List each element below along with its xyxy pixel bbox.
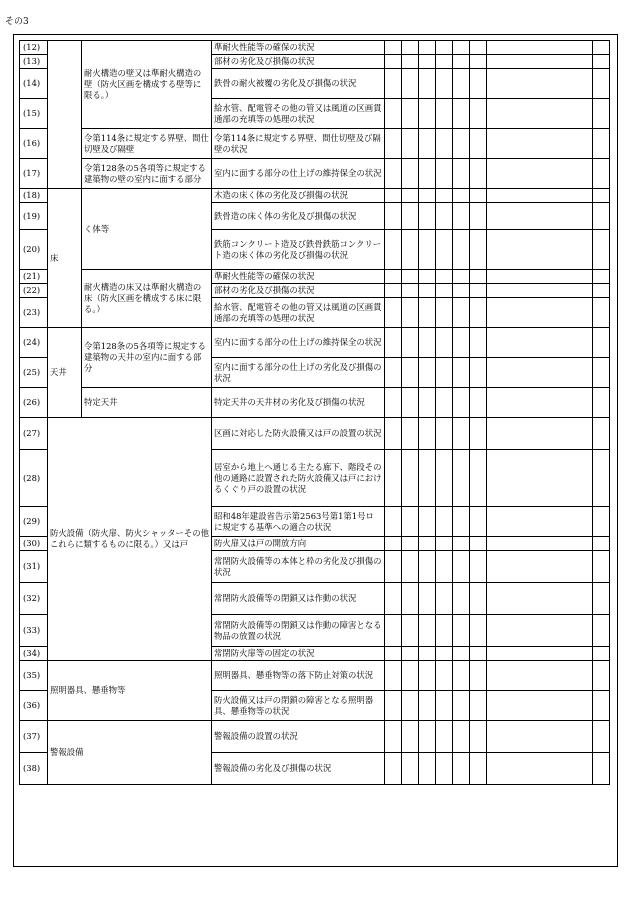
table-row — [20, 270, 610, 284]
check-cell[interactable] — [385, 99, 402, 129]
check-cell[interactable] — [470, 418, 487, 450]
check-cell[interactable] — [436, 691, 453, 721]
item-number: (37) — [20, 721, 48, 753]
check-cell[interactable] — [453, 388, 470, 418]
check-cell[interactable] — [470, 615, 487, 647]
check-cell[interactable] — [453, 328, 470, 358]
table-row — [20, 721, 610, 753]
check-cell[interactable] — [385, 615, 402, 647]
mark-cell[interactable] — [593, 450, 610, 507]
check-cell[interactable] — [402, 99, 419, 129]
mark-cell[interactable] — [593, 189, 610, 203]
check-cell[interactable] — [436, 647, 453, 661]
check-cell[interactable] — [419, 55, 436, 69]
mark-cell[interactable] — [593, 358, 610, 388]
check-cell[interactable] — [385, 41, 402, 55]
check-cell[interactable] — [385, 189, 402, 203]
check-cell[interactable] — [419, 388, 436, 418]
check-cell[interactable] — [453, 203, 470, 230]
check-cell[interactable] — [402, 418, 419, 450]
remarks-cell[interactable] — [487, 647, 593, 661]
check-cell[interactable] — [419, 507, 436, 537]
check-cell[interactable] — [419, 69, 436, 99]
remarks-cell[interactable] — [487, 328, 593, 358]
remarks-cell[interactable] — [487, 159, 593, 189]
check-cell[interactable] — [385, 328, 402, 358]
check-cell[interactable] — [385, 583, 402, 615]
check-cell[interactable] — [419, 358, 436, 388]
mark-cell[interactable] — [593, 537, 610, 551]
check-cell[interactable] — [436, 41, 453, 55]
check-cell[interactable] — [436, 661, 453, 691]
remarks-cell[interactable] — [487, 203, 593, 230]
check-cell[interactable] — [436, 388, 453, 418]
mark-cell[interactable] — [593, 55, 610, 69]
check-cell[interactable] — [419, 203, 436, 230]
check-cell[interactable] — [470, 551, 487, 583]
item-number: (20) — [20, 230, 48, 270]
check-cell[interactable] — [470, 450, 487, 507]
check-cell[interactable] — [402, 270, 419, 284]
item-number: (21) — [20, 270, 48, 284]
check-cell[interactable] — [402, 203, 419, 230]
check-cell[interactable] — [453, 551, 470, 583]
inspection-item: 常閉防火設備等の本体と枠の劣化及び損傷の状況 — [212, 551, 385, 583]
check-cell[interactable] — [385, 647, 402, 661]
item-number: (13) — [20, 55, 48, 69]
mark-cell[interactable] — [593, 583, 610, 615]
check-cell[interactable] — [453, 41, 470, 55]
remarks-cell[interactable] — [487, 284, 593, 298]
mark-cell[interactable] — [593, 99, 610, 129]
inspection-item: 室内に面する部分の仕上げの維持保全の状況 — [212, 328, 385, 358]
check-cell[interactable] — [402, 753, 419, 785]
item-number: (38) — [20, 753, 48, 785]
remarks-cell[interactable] — [487, 99, 593, 129]
mark-cell[interactable] — [593, 270, 610, 284]
item-number: (12) — [20, 41, 48, 55]
check-cell[interactable] — [402, 661, 419, 691]
check-cell[interactable] — [419, 284, 436, 298]
check-cell[interactable] — [419, 189, 436, 203]
table-row — [20, 328, 610, 358]
check-cell[interactable] — [419, 753, 436, 785]
check-cell[interactable] — [402, 159, 419, 189]
category-cell: 天井 — [48, 328, 82, 418]
check-cell[interactable] — [419, 721, 436, 753]
check-cell[interactable] — [470, 129, 487, 159]
item-number: (29) — [20, 507, 48, 537]
check-cell[interactable] — [385, 691, 402, 721]
check-cell[interactable] — [470, 507, 487, 537]
check-cell[interactable] — [385, 661, 402, 691]
remarks-cell[interactable] — [487, 507, 593, 537]
item-number: (32) — [20, 583, 48, 615]
check-cell[interactable] — [385, 388, 402, 418]
item-number: (26) — [20, 388, 48, 418]
check-cell[interactable] — [402, 129, 419, 159]
remarks-cell[interactable] — [487, 270, 593, 284]
item-number: (28) — [20, 450, 48, 507]
inspection-item: 室内に面する部分の仕上げの維持保全の状況 — [212, 159, 385, 189]
check-cell[interactable] — [402, 55, 419, 69]
check-cell[interactable] — [419, 99, 436, 129]
check-cell[interactable] — [453, 284, 470, 298]
mark-cell[interactable] — [593, 328, 610, 358]
check-cell[interactable] — [436, 159, 453, 189]
check-cell[interactable] — [436, 615, 453, 647]
table-row — [20, 418, 610, 450]
check-cell[interactable] — [402, 189, 419, 203]
check-cell[interactable] — [470, 328, 487, 358]
check-cell[interactable] — [419, 691, 436, 721]
check-cell[interactable] — [436, 203, 453, 230]
inspection-item: 給水管、配電管その他の管又は風道の区画貫通部の充填等の処理の状況 — [212, 298, 385, 328]
check-cell[interactable] — [402, 507, 419, 537]
inspection-item: 防火扉又は戸の開放方向 — [212, 537, 385, 551]
remarks-cell[interactable] — [487, 230, 593, 270]
category-cell: 照明器具、懸垂物等 — [48, 661, 212, 721]
check-cell[interactable] — [470, 270, 487, 284]
check-cell[interactable] — [453, 159, 470, 189]
mark-cell[interactable] — [593, 418, 610, 450]
mark-cell[interactable] — [593, 647, 610, 661]
item-number: (15) — [20, 99, 48, 129]
check-cell[interactable] — [436, 418, 453, 450]
subcategory-cell: 特定天井 — [82, 388, 212, 418]
check-cell[interactable] — [470, 753, 487, 785]
inspection-item: 警報設備の劣化及び損傷の状況 — [212, 753, 385, 785]
inspection-item: 照明器具、懸垂物等の落下防止対策の状況 — [212, 661, 385, 691]
check-cell[interactable] — [402, 691, 419, 721]
remarks-cell[interactable] — [487, 418, 593, 450]
check-cell[interactable] — [419, 615, 436, 647]
check-cell[interactable] — [436, 230, 453, 270]
check-cell[interactable] — [470, 189, 487, 203]
item-number: (17) — [20, 159, 48, 189]
mark-cell[interactable] — [593, 203, 610, 230]
item-number: (31) — [20, 551, 48, 583]
check-cell[interactable] — [470, 41, 487, 55]
remarks-cell[interactable] — [487, 41, 593, 55]
remarks-cell[interactable] — [487, 753, 593, 785]
check-cell[interactable] — [436, 284, 453, 298]
inspection-item: 部材の劣化及び損傷の状況 — [212, 284, 385, 298]
check-cell[interactable] — [436, 189, 453, 203]
check-cell[interactable] — [453, 358, 470, 388]
check-cell[interactable] — [470, 230, 487, 270]
category-cell: 警報設備 — [48, 721, 212, 785]
item-number: (24) — [20, 328, 48, 358]
check-cell[interactable] — [453, 129, 470, 159]
subcategory-cell: 令第114条に規定する界壁、間仕切壁及び隔壁 — [82, 129, 212, 159]
check-cell[interactable] — [436, 551, 453, 583]
check-cell[interactable] — [385, 721, 402, 753]
check-cell[interactable] — [436, 537, 453, 551]
mark-cell[interactable] — [593, 507, 610, 537]
inspection-item: 昭和48年建設省告示第2563号第1第1号ロに規定する基準への適合の状況 — [212, 507, 385, 537]
mark-cell[interactable] — [593, 388, 610, 418]
check-cell[interactable] — [402, 69, 419, 99]
inspection-item: 警報設備の設置の状況 — [212, 721, 385, 753]
inspection-item: 常閉防火設備等の閉鎖又は作動の状況 — [212, 583, 385, 615]
check-cell[interactable] — [436, 721, 453, 753]
item-number: (14) — [20, 69, 48, 99]
mark-cell[interactable] — [593, 721, 610, 753]
check-cell[interactable] — [470, 159, 487, 189]
remarks-cell[interactable] — [487, 537, 593, 551]
inspection-item: 常閉防火設備等の閉鎖又は作動の障害となる物品の放置の状況 — [212, 615, 385, 647]
check-cell[interactable] — [470, 358, 487, 388]
check-cell[interactable] — [453, 661, 470, 691]
check-cell[interactable] — [385, 450, 402, 507]
check-cell[interactable] — [385, 418, 402, 450]
check-cell[interactable] — [436, 328, 453, 358]
inspection-item: 特定天井の天井材の劣化及び損傷の状況 — [212, 388, 385, 418]
check-cell[interactable] — [385, 55, 402, 69]
check-cell[interactable] — [470, 298, 487, 328]
check-cell[interactable] — [470, 69, 487, 99]
check-cell[interactable] — [453, 298, 470, 328]
mark-cell[interactable] — [593, 159, 610, 189]
check-cell[interactable] — [402, 284, 419, 298]
item-number: (18) — [20, 189, 48, 203]
remarks-cell[interactable] — [487, 691, 593, 721]
check-cell[interactable] — [470, 99, 487, 129]
mark-cell[interactable] — [593, 69, 610, 99]
check-cell[interactable] — [385, 298, 402, 328]
table-row — [20, 189, 610, 203]
mark-cell[interactable] — [593, 129, 610, 159]
mark-cell[interactable] — [593, 753, 610, 785]
inspection-item: 室内に面する部分の仕上げの劣化及び損傷の状況 — [212, 358, 385, 388]
item-number: (16) — [20, 129, 48, 159]
subcategory-cell: 令第128条の5各項等に規定する建築物の天井の室内に面する部分 — [82, 328, 212, 388]
check-cell[interactable] — [385, 270, 402, 284]
check-cell[interactable] — [470, 583, 487, 615]
table-row — [20, 388, 610, 418]
subcategory-cell: 令第128条の5各項等に規定する建築物の壁の室内に面する部分 — [82, 159, 212, 189]
item-number: (30) — [20, 537, 48, 551]
check-cell[interactable] — [419, 661, 436, 691]
check-cell[interactable] — [402, 615, 419, 647]
check-cell[interactable] — [436, 129, 453, 159]
check-cell[interactable] — [453, 418, 470, 450]
check-cell[interactable] — [402, 551, 419, 583]
check-cell[interactable] — [470, 284, 487, 298]
inspection-item: 準耐火性能等の確保の状況 — [212, 41, 385, 55]
check-cell[interactable] — [453, 583, 470, 615]
remarks-cell[interactable] — [487, 583, 593, 615]
check-cell[interactable] — [453, 537, 470, 551]
check-cell[interactable] — [402, 450, 419, 507]
inspection-item: 区画に対応した防火設備又は戸の設置の状況 — [212, 418, 385, 450]
check-cell[interactable] — [453, 55, 470, 69]
check-cell[interactable] — [436, 753, 453, 785]
check-cell[interactable] — [436, 99, 453, 129]
check-cell[interactable] — [385, 537, 402, 551]
category-cell: 防火設備（防火扉、防火シャッターその他これらに類するものに限る。）又は戸 — [48, 418, 212, 661]
category-cell: 床 — [48, 189, 82, 328]
check-cell[interactable] — [402, 583, 419, 615]
check-cell[interactable] — [385, 753, 402, 785]
check-cell[interactable] — [419, 129, 436, 159]
item-number: (35) — [20, 661, 48, 691]
table-row — [20, 129, 610, 159]
check-cell[interactable] — [453, 270, 470, 284]
check-cell[interactable] — [470, 203, 487, 230]
check-cell[interactable] — [453, 189, 470, 203]
check-cell[interactable] — [436, 583, 453, 615]
check-cell[interactable] — [436, 358, 453, 388]
check-cell[interactable] — [385, 129, 402, 159]
subcategory-cell: く体等 — [82, 189, 212, 270]
check-cell[interactable] — [436, 450, 453, 507]
subcategory-cell: 耐火構造の床又は準耐火構造の床（防火区画を構成する床に限る。） — [82, 270, 212, 328]
item-number: (27) — [20, 418, 48, 450]
check-cell[interactable] — [402, 647, 419, 661]
check-cell[interactable] — [436, 507, 453, 537]
check-cell[interactable] — [419, 41, 436, 55]
subcategory-cell: 耐火構造の壁又は準耐火構造の壁（防火区画を構成する壁等に限る。） — [82, 41, 212, 129]
inspection-item: 鉄筋コンクリート造及び鉄骨鉄筋コンクリート造の床く体の劣化及び損傷の状況 — [212, 230, 385, 270]
check-cell[interactable] — [419, 230, 436, 270]
check-cell[interactable] — [453, 615, 470, 647]
category-cell — [48, 41, 82, 189]
check-cell[interactable] — [419, 537, 436, 551]
check-cell[interactable] — [419, 328, 436, 358]
check-cell[interactable] — [385, 507, 402, 537]
remarks-cell[interactable] — [487, 450, 593, 507]
check-cell[interactable] — [402, 298, 419, 328]
check-cell[interactable] — [402, 388, 419, 418]
inspection-item: 部材の劣化及び損傷の状況 — [212, 55, 385, 69]
check-cell[interactable] — [402, 328, 419, 358]
remarks-cell[interactable] — [487, 721, 593, 753]
check-cell[interactable] — [453, 647, 470, 661]
check-cell[interactable] — [470, 721, 487, 753]
check-cell[interactable] — [453, 691, 470, 721]
remarks-cell[interactable] — [487, 55, 593, 69]
item-number: (19) — [20, 203, 48, 230]
inspection-item: 居室から地上へ通じる主たる廊下、階段その他の通路に設置された防火設備又は戸におけるくぐり戸の設置の状況 — [212, 450, 385, 507]
inspection-item: 鉄骨の耐火被覆の劣化及び損傷の状況 — [212, 69, 385, 99]
inspection-item: 準耐火性能等の確保の状況 — [212, 270, 385, 284]
inspection-item: 令第114条に規定する界壁、間仕切壁及び隔壁の状況 — [212, 129, 385, 159]
check-cell[interactable] — [402, 537, 419, 551]
check-cell[interactable] — [419, 647, 436, 661]
check-cell[interactable] — [453, 230, 470, 270]
check-cell[interactable] — [470, 661, 487, 691]
mark-cell[interactable] — [593, 284, 610, 298]
check-cell[interactable] — [436, 270, 453, 284]
check-cell[interactable] — [453, 450, 470, 507]
remarks-cell[interactable] — [487, 388, 593, 418]
check-cell[interactable] — [385, 284, 402, 298]
check-cell[interactable] — [419, 418, 436, 450]
mark-cell[interactable] — [593, 615, 610, 647]
check-cell[interactable] — [453, 69, 470, 99]
check-cell[interactable] — [419, 159, 436, 189]
check-cell[interactable] — [453, 753, 470, 785]
inspection-item: 木造の床く体の劣化及び損傷の状況 — [212, 189, 385, 203]
remarks-cell[interactable] — [487, 358, 593, 388]
remarks-cell[interactable] — [487, 298, 593, 328]
remarks-cell[interactable] — [487, 551, 593, 583]
mark-cell[interactable] — [593, 298, 610, 328]
item-number: (34) — [20, 647, 48, 661]
table-row — [20, 661, 610, 691]
check-cell[interactable] — [419, 583, 436, 615]
check-cell[interactable] — [402, 230, 419, 270]
table-body — [20, 41, 610, 785]
inspection-table — [19, 40, 610, 785]
check-cell[interactable] — [419, 270, 436, 284]
check-cell[interactable] — [470, 647, 487, 661]
check-cell[interactable] — [402, 721, 419, 753]
check-cell[interactable] — [470, 388, 487, 418]
inspection-item: 鉄骨造の床く体の劣化及び損傷の状況 — [212, 203, 385, 230]
check-cell[interactable] — [385, 159, 402, 189]
item-number: (25) — [20, 358, 48, 388]
check-cell[interactable] — [436, 298, 453, 328]
inspection-item: 給水管、配電管その他の管又は風道の区画貫通部の充填等の処理の状況 — [212, 99, 385, 129]
mark-cell[interactable] — [593, 551, 610, 583]
check-cell[interactable] — [453, 99, 470, 129]
remarks-cell[interactable] — [487, 69, 593, 99]
page-label: その3 — [5, 17, 29, 27]
item-number: (36) — [20, 691, 48, 721]
mark-cell[interactable] — [593, 691, 610, 721]
item-number: (33) — [20, 615, 48, 647]
remarks-cell[interactable] — [487, 615, 593, 647]
item-number: (22) — [20, 284, 48, 298]
check-cell[interactable] — [453, 721, 470, 753]
remarks-cell[interactable] — [487, 661, 593, 691]
check-cell[interactable] — [402, 358, 419, 388]
inspection-item: 常閉防火扉等の固定の状況 — [212, 647, 385, 661]
check-cell[interactable] — [453, 507, 470, 537]
check-cell[interactable] — [470, 537, 487, 551]
check-cell[interactable] — [402, 41, 419, 55]
mark-cell[interactable] — [593, 41, 610, 55]
item-number: (23) — [20, 298, 48, 328]
check-cell[interactable] — [419, 551, 436, 583]
mark-cell[interactable] — [593, 661, 610, 691]
remarks-cell[interactable] — [487, 189, 593, 203]
table-row — [20, 159, 610, 189]
check-cell[interactable] — [470, 691, 487, 721]
check-cell[interactable] — [385, 551, 402, 583]
check-cell[interactable] — [385, 69, 402, 99]
check-cell[interactable] — [385, 203, 402, 230]
check-cell[interactable] — [419, 298, 436, 328]
check-cell[interactable] — [470, 55, 487, 69]
check-cell[interactable] — [385, 358, 402, 388]
mark-cell[interactable] — [593, 230, 610, 270]
check-cell[interactable] — [436, 69, 453, 99]
check-cell[interactable] — [436, 55, 453, 69]
check-cell[interactable] — [385, 230, 402, 270]
remarks-cell[interactable] — [487, 129, 593, 159]
inspection-item: 防火設備又は戸の閉鎖の障害となる照明器具、懸垂物等の状況 — [212, 691, 385, 721]
check-cell[interactable] — [419, 450, 436, 507]
table-row — [20, 41, 610, 55]
